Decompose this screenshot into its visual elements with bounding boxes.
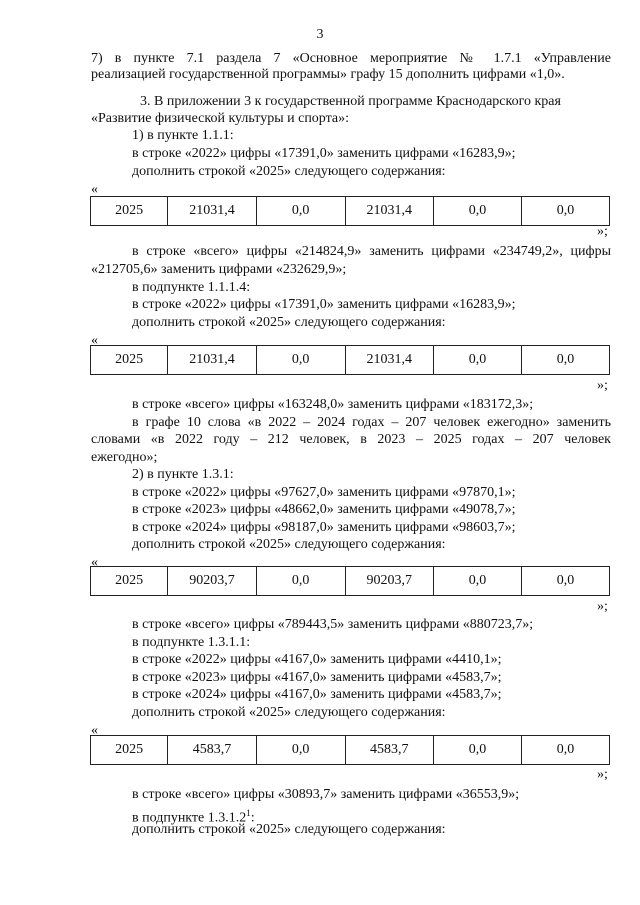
table-cell: 2025 bbox=[91, 197, 168, 226]
paragraph-line: дополнить строкой «2025» следующего содержания: bbox=[132, 315, 446, 330]
table-cell: 2025 bbox=[91, 346, 168, 375]
table-cell: 0,0 bbox=[521, 197, 609, 226]
item-7-line-2: реализацией государственной программы» графу 15 дополнить цифрами «1,0». bbox=[91, 67, 565, 82]
table-row-2025-3 bbox=[90, 566, 610, 596]
table-cell: 0,0 bbox=[256, 197, 345, 226]
table-cell: 0,0 bbox=[433, 346, 521, 375]
table-cell: 2025 bbox=[91, 567, 168, 596]
open-quote: « bbox=[91, 555, 98, 570]
table-row-2025-4 bbox=[90, 735, 610, 765]
table-cell: 21031,4 bbox=[345, 346, 433, 375]
table-cell: 2025 bbox=[91, 736, 168, 765]
table-cell: 21031,4 bbox=[345, 197, 433, 226]
paragraph-line: словами «в 2022 году – 212 человек, в 2023 – 2025 годах – 207 человек bbox=[91, 432, 611, 447]
table-cell: 4583,7 bbox=[345, 736, 433, 765]
paragraph-line: в строке «2024» цифры «4167,0» заменить цифрами «4583,7»; bbox=[132, 687, 502, 702]
table-cell: 0,0 bbox=[256, 567, 345, 596]
table-row-2025-1 bbox=[90, 196, 610, 226]
paragraph-line: ежегодно»; bbox=[91, 450, 158, 465]
paragraph-line: в строке «2022» цифры «4167,0» заменить цифрами «4410,1»; bbox=[132, 652, 502, 667]
close-quote: »; bbox=[597, 378, 608, 393]
paragraph-line: в строке «2022» цифры «17391,0» заменить цифрами «16283,9»; bbox=[132, 146, 516, 161]
close-quote: »; bbox=[597, 599, 608, 614]
open-quote: « bbox=[91, 182, 98, 197]
section-3-line-2: «Развитие физической культуры и спорта»: bbox=[91, 111, 350, 126]
colon: : bbox=[250, 810, 255, 826]
table-cell: 0,0 bbox=[521, 346, 609, 375]
table-cell: 0,0 bbox=[433, 736, 521, 765]
subitem-label: в подпункте 1.3.1.2 bbox=[132, 810, 247, 826]
item-7-line-1: 7) в пункте 7.1 раздела 7 «Основное мероприятие № 1.7.1 «Управление bbox=[91, 51, 611, 66]
subitem-2-header: 2) в пункте 1.3.1: bbox=[132, 467, 234, 482]
subitem-1-header: 1) в пункте 1.1.1: bbox=[132, 128, 234, 143]
paragraph-line: в строке «2022» цифры «97627,0» заменить цифрами «97870,1»; bbox=[132, 485, 516, 500]
paragraph-line: в строке «2022» цифры «17391,0» заменить цифрами «16283,9»; bbox=[132, 297, 516, 312]
close-quote: »; bbox=[597, 224, 608, 239]
paragraph-line: в строке «2023» цифры «4167,0» заменить цифрами «4583,7»; bbox=[132, 670, 502, 685]
footnote-superscript: 1 bbox=[246, 808, 251, 818]
table-cell: 0,0 bbox=[521, 567, 609, 596]
table-cell: 21031,4 bbox=[168, 197, 256, 226]
section-3-line-1: 3. В приложении 3 к государственной программе Краснодарского края bbox=[140, 94, 561, 109]
paragraph-line: в графе 10 слова «в 2022 – 2024 годах – 207 человек ежегодно» заменить bbox=[132, 415, 611, 430]
table-cell: 0,0 bbox=[433, 197, 521, 226]
table-cell: 0,0 bbox=[256, 346, 345, 375]
table-cell: 0,0 bbox=[256, 736, 345, 765]
paragraph-line: в строке «всего» цифры «30893,7» заменить цифрами «36553,9»; bbox=[132, 787, 520, 802]
table-row-2025-2 bbox=[90, 345, 610, 375]
paragraph-line: дополнить строкой «2025» следующего содержания: bbox=[132, 164, 446, 179]
open-quote: « bbox=[91, 333, 98, 348]
paragraph-line: «212705,6» заменить цифрами «232629,9»; bbox=[91, 262, 347, 277]
table-cell: 4583,7 bbox=[168, 736, 256, 765]
table-cell: 90203,7 bbox=[168, 567, 256, 596]
paragraph-line: дополнить строкой «2025» следующего содержания: bbox=[132, 705, 446, 720]
close-quote: »; bbox=[597, 767, 608, 782]
paragraph-line: в подпункте 1.3.1.1: bbox=[132, 635, 251, 650]
paragraph-line: в строке «2023» цифры «48662,0» заменить цифрами «49078,7»; bbox=[132, 502, 516, 517]
paragraph-line: в строке «всего» цифры «214824,9» заменить цифрами «234749,2», цифры bbox=[132, 244, 611, 259]
table-cell: 0,0 bbox=[433, 567, 521, 596]
table-cell: 21031,4 bbox=[168, 346, 256, 375]
paragraph-line: в строке «2024» цифры «98187,0» заменить цифрами «98603,7»; bbox=[132, 520, 516, 535]
page-number: 3 bbox=[316, 27, 324, 42]
paragraph-line: в строке «всего» цифры «163248,0» заменить цифрами «183172,3»; bbox=[132, 397, 534, 412]
paragraph-line: в подпункте 1.1.1.4: bbox=[132, 280, 251, 295]
table-cell: 0,0 bbox=[521, 736, 609, 765]
paragraph-line: дополнить строкой «2025» следующего содержания: bbox=[132, 537, 446, 552]
table-cell: 90203,7 bbox=[345, 567, 433, 596]
open-quote: « bbox=[91, 723, 98, 738]
paragraph-line: в строке «всего» цифры «789443,5» заменить цифрами «880723,7»; bbox=[132, 617, 534, 632]
paragraph-line: дополнить строкой «2025» следующего содержания: bbox=[132, 822, 446, 837]
